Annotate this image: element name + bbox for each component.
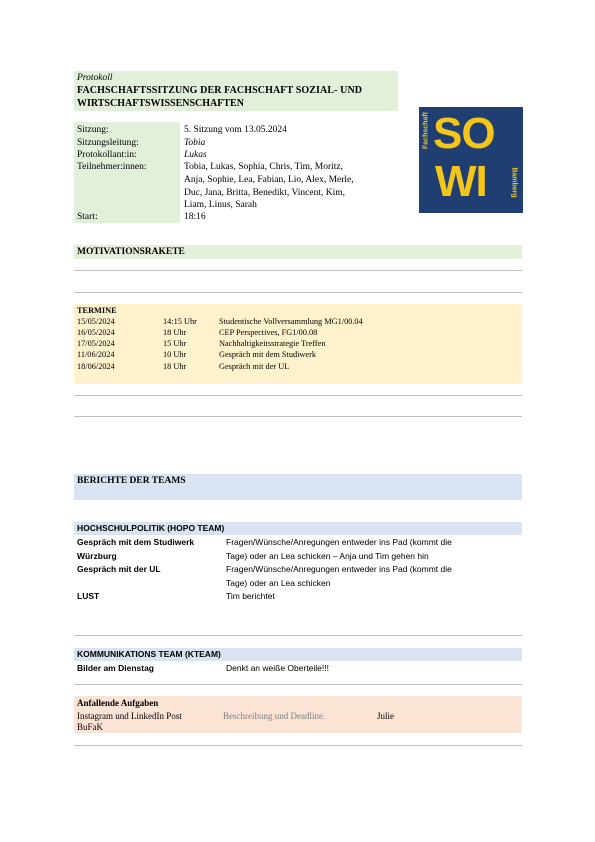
meta-participants-label: Teilnehmer:innen:: [77, 162, 147, 172]
divider: [74, 270, 522, 271]
hopo-item-label: LUST: [77, 591, 100, 601]
termine-date: 15/05/2024: [77, 317, 115, 326]
divider: [74, 684, 522, 685]
logo-letters-top: SO: [433, 109, 495, 158]
meta-session-value: 5. Sitzung vom 13.05.2024: [184, 125, 287, 135]
termine-date: 18/06/2024: [77, 362, 115, 371]
meta-lead-label: Sitzungsleitung:: [77, 138, 139, 148]
logo-side-left: Fachschaft: [422, 112, 430, 149]
meta-lead-value: Tobia: [184, 138, 206, 148]
logo-side-right: Bamberg: [510, 167, 518, 198]
meta-start-value: 18:16: [184, 212, 206, 222]
termine-time: 14:15 Uhr: [163, 317, 197, 326]
meta-writer-label: Protokollant:in:: [77, 150, 137, 160]
aufgaben-owner: Julie: [377, 711, 394, 721]
meta-participants-line: Tobia, Lukas, Sophia, Chris, Tim, Moritz,: [184, 162, 343, 172]
hopo-heading: HOCHSCHULPOLITIK (HOPO TEAM): [77, 523, 225, 533]
termine-event: Gespräch mit dem Studiwerk: [219, 350, 317, 359]
divider: [74, 292, 522, 293]
hopo-item-label: Gespräch mit dem Studiwerk: [77, 537, 195, 547]
hopo-item-text: Tage) oder an Lea schicken: [226, 578, 331, 588]
meta-session-label: Sitzung:: [77, 125, 109, 135]
hopo-item-text: Fragen/Wünsche/Anregungen entweder ins Pad (kommt die: [226, 564, 452, 574]
termine-event: CEP Perspectives, FG1/00.08: [219, 328, 318, 337]
termine-date: 17/05/2024: [77, 339, 115, 348]
meta-start-label: Start:: [77, 212, 98, 222]
meta-participants-line: Duc, Jana, Britta, Benedikt, Vincent, Kim,: [184, 188, 345, 198]
motivation-heading: MOTIVATIONSRAKETE: [77, 247, 185, 257]
termine-time: 15 Uhr: [163, 339, 187, 348]
divider: [74, 635, 522, 636]
meta-participants-line: Liam, Linus, Sarah: [184, 200, 257, 210]
kteam-heading: KOMMUNIKATIONS TEAM (KTEAM): [77, 649, 221, 659]
termine-event: Nachhaltigkeitsstrategie Treffen: [219, 339, 326, 348]
document-title-line2: WIRTSCHAFTSWISSENSCHAFTEN: [77, 98, 244, 109]
aufgaben-heading: Anfallende Aufgaben: [77, 698, 159, 708]
termine-time: 18 Uhr: [163, 328, 187, 337]
sowi-logo: [419, 107, 523, 213]
divider: [74, 395, 522, 396]
termine-event: Gespräch mit der UL: [219, 362, 290, 371]
termine-date: 11/06/2024: [77, 350, 115, 359]
hopo-item-text: Fragen/Wünsche/Anregungen entweder ins Pad (kommt die: [226, 537, 452, 547]
meta-participants-line: Anja, Sophie, Lea, Fabian, Lio, Alex, Merle,: [184, 175, 354, 185]
document-title-line1: FACHSCHAFTSSITZUNG DER FACHSCHAFT SOZIAL- UND: [77, 85, 363, 96]
aufgaben-description: Beschreibung und Deadline.: [223, 711, 326, 721]
kteam-item-label: Bilder am Dienstag: [77, 663, 154, 673]
hopo-item-label: Würzburg: [77, 551, 117, 561]
berichte-heading: BERICHTE DER TEAMS: [77, 476, 186, 486]
divider: [74, 745, 522, 746]
termine-time: 10 Uhr: [163, 350, 187, 359]
hopo-item-text: Tim berichtet: [226, 591, 275, 601]
document-label: Protokoll: [77, 73, 113, 83]
termine-heading: TERMINE: [77, 306, 117, 315]
termine-event: Studentische Vollversammlung MG1/00.04: [219, 317, 363, 326]
hopo-item-text: Tage) oder an Lea schicken – Anja und Tim gehen hin: [226, 551, 429, 561]
termine-date: 16/05/2024: [77, 328, 115, 337]
aufgaben-task: BuFaK: [77, 722, 104, 732]
divider: [74, 416, 522, 417]
aufgaben-task: Instagram und LinkedIn Post: [77, 711, 182, 721]
termine-time: 18 Uhr: [163, 362, 187, 371]
hopo-item-label: Gespräch mit der UL: [77, 564, 161, 574]
meta-writer-value: Lukas: [184, 150, 207, 160]
logo-letters-bottom: WI: [435, 157, 487, 206]
kteam-item-text: Denkt an weiße Oberteile!!!: [226, 663, 329, 673]
